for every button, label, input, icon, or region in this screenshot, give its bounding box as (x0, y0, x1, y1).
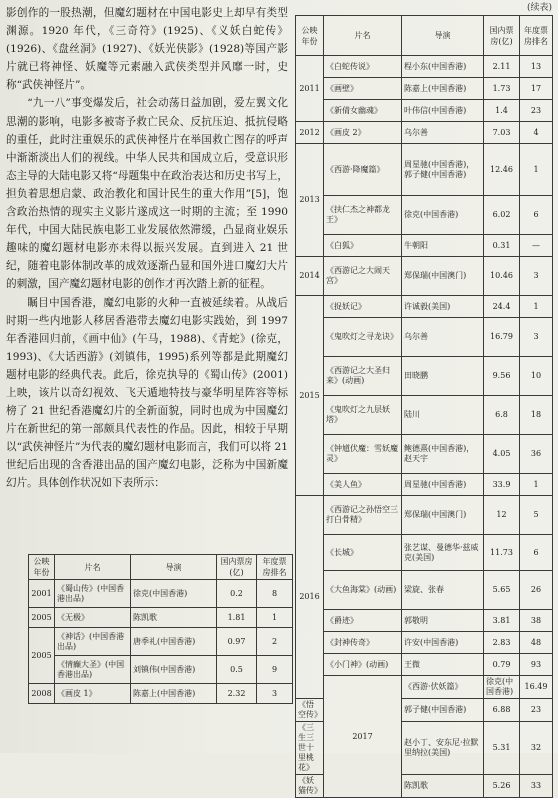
cell-title: 《西游记之大圣归来》(动画) (324, 357, 402, 396)
header-rank: 年度票房排名 (520, 16, 553, 56)
cell-rank: 32 (520, 722, 553, 775)
cell-rank: 4 (520, 122, 553, 144)
cell-director: 陈嘉上(中国香港) (402, 78, 484, 100)
table-row (296, 100, 553, 122)
cell-title: 《美人鱼》 (324, 474, 402, 496)
cell-box-office: 1.73 (484, 78, 520, 100)
header-box-office: 国内票房(亿) (217, 555, 257, 580)
cell-title: 《妖猫传》 (296, 775, 324, 798)
cell-rank: 23 (520, 699, 553, 722)
cell-director: 田晓鹏 (402, 357, 484, 396)
table-row (29, 580, 293, 608)
cell-rank: 3 (520, 257, 553, 296)
cell-director: 王微 (402, 654, 484, 676)
cell-box-office: 2.11 (484, 56, 520, 78)
cell-title: 《钟馗伏魔：雪妖魔灵》 (324, 435, 402, 474)
header-box-office: 国内票房(亿) (484, 16, 520, 56)
cell-year: 2015 (296, 296, 324, 496)
cell-year: 2011 (296, 56, 324, 122)
cell-box-office: 0.31 (484, 235, 520, 257)
cell-rank: 1 (520, 474, 553, 496)
table-row (296, 144, 553, 196)
cell-director: 陈凯歌 (131, 608, 217, 628)
cell-box-office: 5.65 (484, 571, 520, 610)
cell-rank: 1 (257, 608, 293, 628)
cell-director: 郭敬明 (402, 610, 484, 632)
cell-box-office: 0.5 (217, 656, 257, 684)
body-paragraph: 瞩目中国香港，魔幻电影的火种一直被延续着。从战后时期一些内地影人移居香港带去魔幻电影实践始，到 1997 年香港回归前，《画中仙》(午马，1988)、《青蛇》(徐克，1993)、《大话西游》(刘镇伟，1995)系列等都是此期魔幻题材电影的经典代表。此后，徐克执导的《蜀山传》(2001)上映，该片以奇幻视效、飞天遁地特技与豪华明星阵容等标榜了 21 世纪香港魔幻片的全新面貌，同时也成为中国魔幻片在新世纪的第一部颇具代表性的作品。因此，相较于早期以“武侠神怪片”为代表的魔幻题材电影而言，我们可以将 21 世纪后出现的含香港出品的国产魔幻电影，泛称为中国新魔幻片。具体创作状况如下表所示： (6, 296, 288, 490)
cell-year: 2013 (296, 144, 324, 257)
cell-box-office: 10.46 (484, 257, 520, 296)
cell-title: 《小门神》(动画) (324, 654, 402, 676)
cell-director: 陈嘉上(中国香港) (131, 684, 217, 704)
cell-box-office: 2.83 (484, 632, 520, 654)
table-header-row (29, 555, 293, 580)
cell-box-office: 5.26 (484, 775, 520, 798)
cell-rank: 23 (520, 100, 553, 122)
cell-rank: 48 (520, 632, 553, 654)
table-row (296, 474, 553, 496)
cell-box-office: 4.05 (484, 435, 520, 474)
table-row (296, 357, 553, 396)
header-year: 公映年份 (296, 16, 324, 56)
table-row (296, 535, 553, 571)
cell-rank: 33 (520, 775, 553, 798)
cell-director: 鲍德熹(中国香港)，赵天宇 (402, 435, 484, 474)
header-title: 片名 (324, 16, 402, 56)
header-year: 公映年份 (29, 555, 55, 580)
table-header-row (296, 16, 553, 56)
table-row (296, 196, 553, 235)
cell-box-office: 2.32 (217, 684, 257, 704)
cell-year: 2017 (324, 676, 402, 798)
cell-rank: — (520, 235, 553, 257)
cell-director: 徐克(中国香港) (402, 196, 484, 235)
cell-title: 《封神传奇》 (324, 632, 402, 654)
cell-rank: 1 (520, 296, 553, 318)
cell-title: 《画皮 1》 (55, 684, 131, 704)
header-title: 片名 (55, 555, 131, 580)
table-row (296, 257, 553, 296)
table-row (296, 435, 553, 474)
cell-director: 许诚毅(美国) (402, 296, 484, 318)
cell-box-office: 1.4 (484, 100, 520, 122)
cell-rank: 5 (520, 496, 553, 535)
cell-title: 《西游记之大闹天宫》 (324, 257, 402, 296)
cell-rank: 93 (520, 654, 553, 676)
cell-box-office: 16.79 (484, 318, 520, 357)
cell-year: 2012 (296, 122, 324, 144)
table-row (296, 676, 553, 699)
cell-title: 《西游·伏妖篇》 (402, 676, 484, 699)
table-row (296, 122, 553, 144)
cell-director: 刘镇伟(中国香港) (131, 656, 217, 684)
cell-box-office: 0.97 (217, 628, 257, 656)
table-row (296, 610, 553, 632)
table-row (29, 608, 293, 628)
cell-box-office: 5.31 (484, 722, 520, 775)
cell-title: 《鬼吹灯之寻龙诀》 (324, 318, 402, 357)
table-row (29, 628, 293, 656)
cell-title: 《捉妖记》 (324, 296, 402, 318)
table-row (296, 235, 553, 257)
cell-director: 徐克(中国香港) (484, 676, 520, 699)
cell-rank: 38 (520, 610, 553, 632)
cell-box-office: 6.8 (484, 396, 520, 435)
table-row (296, 496, 553, 535)
film-table-part1 (28, 554, 293, 704)
table-row (29, 684, 293, 704)
cell-title: 《画壁》 (324, 78, 402, 100)
header-director: 导演 (131, 555, 217, 580)
cell-title: 《大鱼海棠》(动画) (324, 571, 402, 610)
cell-title: 《扶仁杰之神都龙王》 (324, 196, 402, 235)
cell-rank: 6 (520, 196, 553, 235)
cell-year: 2005 (29, 628, 55, 684)
cell-title: 《三生三世十里桃花》 (296, 722, 324, 775)
table-row (296, 296, 553, 318)
cell-rank: 26 (520, 571, 553, 610)
cell-director: 陈凯歌 (402, 775, 484, 798)
cell-title: 《无极》 (55, 608, 131, 628)
cell-rank: 8 (257, 580, 293, 608)
body-paragraph: “九一八”事变爆发后，社会动荡日益加剧，爱左翼文化思潮的影响，电影多被寄予救亡民众、反抗压迫、抵抗侵略的重任，此时注重娱乐的武侠神怪片在举国救亡图存的呼声中渐渐淡出人们的视线。中华人民共和国成立后，受意识形态主导的大陆电影又将“母题集中在政治表达和历史书写上，担负着思想启蒙、政治教化和国计民生的重大作用”[5]，饱含政治热情的现实主义影片遂成这一时期的主流；至 1990 年代，中国大陆民族电影工业发展依然滞缓，凸显商业娱乐趣味的魔幻题材电影亦未得以振兴发展。直到进入 21 世纪，随着电影体制改革的成效逐渐凸显和国外进口魔幻大片的刺激，国产魔幻题材电影的创作才再次踏上新的征程。 (6, 97, 288, 291)
cell-director: 郭子健(中国香港) (402, 699, 484, 722)
cell-director: 郑保瑞(中国澳门) (402, 257, 484, 296)
cell-box-office: 0.79 (484, 654, 520, 676)
cell-director: 牛朝阳 (402, 235, 484, 257)
cell-rank: 1 (520, 144, 553, 196)
cell-rank: 13 (520, 56, 553, 78)
cell-rank: 18 (520, 396, 553, 435)
table-row (296, 654, 553, 676)
cell-box-office: 6.88 (484, 699, 520, 722)
cell-rank: 3 (257, 684, 293, 704)
cell-box-office: 16.49 (520, 676, 553, 699)
cell-title: 《悟空传》 (296, 699, 324, 722)
table-row (29, 656, 293, 684)
table-row (296, 632, 553, 654)
cell-year: 2005 (29, 608, 55, 628)
cell-director: 周星驰(中国香港) (402, 474, 484, 496)
cell-box-office: 33.9 (484, 474, 520, 496)
cell-director: 梁旋、张春 (402, 571, 484, 610)
cell-box-office: 0.2 (217, 580, 257, 608)
cell-box-office: 1.81 (217, 608, 257, 628)
cell-box-office: 12.46 (484, 144, 520, 196)
cell-year: 2001 (29, 580, 55, 608)
cell-title: 《西游记之孙悟空三打白骨精》 (324, 496, 402, 535)
cell-director: 赵小丁、安东尼·拉默里纳拉(美国) (402, 722, 484, 775)
continued-label: (续表) (526, 3, 552, 13)
cell-title: 《蜀山传》(中国香港出品) (55, 580, 131, 608)
body-text-column (6, 4, 288, 552)
cell-director: 张艺谋、曼德华·兹威克(美国) (402, 535, 484, 571)
cell-director: 陆川 (402, 396, 484, 435)
body-paragraph: 影创作的一股热潮，但魔幻题材在中国电影史上却早有类型渊源。1920 年代，《三奇符》(1925)、《义妖白蛇传》(1926)、《盘丝洞》(1927)、《妖光侠影》(1928)等国产影片就已将神怪、妖魔等元素融入武侠类型并风靡一时，史称“武侠神怪片”。 (6, 7, 288, 92)
cell-title: 《新倩女幽魂》 (324, 100, 402, 122)
table-row (296, 56, 553, 78)
cell-director: 许安(中国香港) (402, 632, 484, 654)
header-director: 导演 (402, 16, 484, 56)
table-row (296, 571, 553, 610)
cell-director: 叶伟信(中国香港) (402, 100, 484, 122)
cell-box-office: 7.03 (484, 122, 520, 144)
table-row (296, 396, 553, 435)
cell-title: 《神话》(中国香港出品) (55, 628, 131, 656)
cell-title: 《情癫大圣》(中国香港出品) (55, 656, 131, 684)
cell-title: 《西游·降魔篇》 (324, 144, 402, 196)
cell-rank: 9 (257, 656, 293, 684)
film-table-part2 (295, 15, 553, 798)
cell-title: 《白蛇传说》 (324, 56, 402, 78)
cell-director: 唐季礼(中国香港) (131, 628, 217, 656)
cell-rank: 2 (257, 628, 293, 656)
cell-year: 2014 (296, 257, 324, 296)
cell-rank: 36 (520, 435, 553, 474)
cell-rank: 3 (520, 318, 553, 357)
cell-box-office: 3.81 (484, 610, 520, 632)
cell-title: 《鬼吹灯之九层妖塔》 (324, 396, 402, 435)
cell-year: 2008 (29, 684, 55, 704)
table-row (296, 318, 553, 357)
cell-title: 《爵迹》 (324, 610, 402, 632)
cell-director: 乌尔善 (402, 318, 484, 357)
cell-year: 2016 (296, 496, 324, 699)
cell-rank: 10 (520, 357, 553, 396)
cell-director: 郑保瑞(中国澳门) (402, 496, 484, 535)
cell-box-office: 9.56 (484, 357, 520, 396)
cell-box-office: 6.02 (484, 196, 520, 235)
cell-title: 《白狐》 (324, 235, 402, 257)
cell-director: 程小东(中国香港) (402, 56, 484, 78)
cell-director: 徐克(中国香港) (131, 580, 217, 608)
table-row (296, 78, 553, 100)
cell-title: 《画皮 2》 (324, 122, 402, 144)
cell-rank: 17 (520, 78, 553, 100)
cell-box-office: 24.4 (484, 296, 520, 318)
cell-director: 乌尔善 (402, 122, 484, 144)
cell-box-office: 12 (484, 496, 520, 535)
cell-director: 周星驰(中国香港)，郭子健(中国香港) (402, 144, 484, 196)
cell-title: 《长城》 (324, 535, 402, 571)
cell-rank: 6 (520, 535, 553, 571)
cell-box-office: 11.73 (484, 535, 520, 571)
header-rank: 年度票房排名 (257, 555, 293, 580)
